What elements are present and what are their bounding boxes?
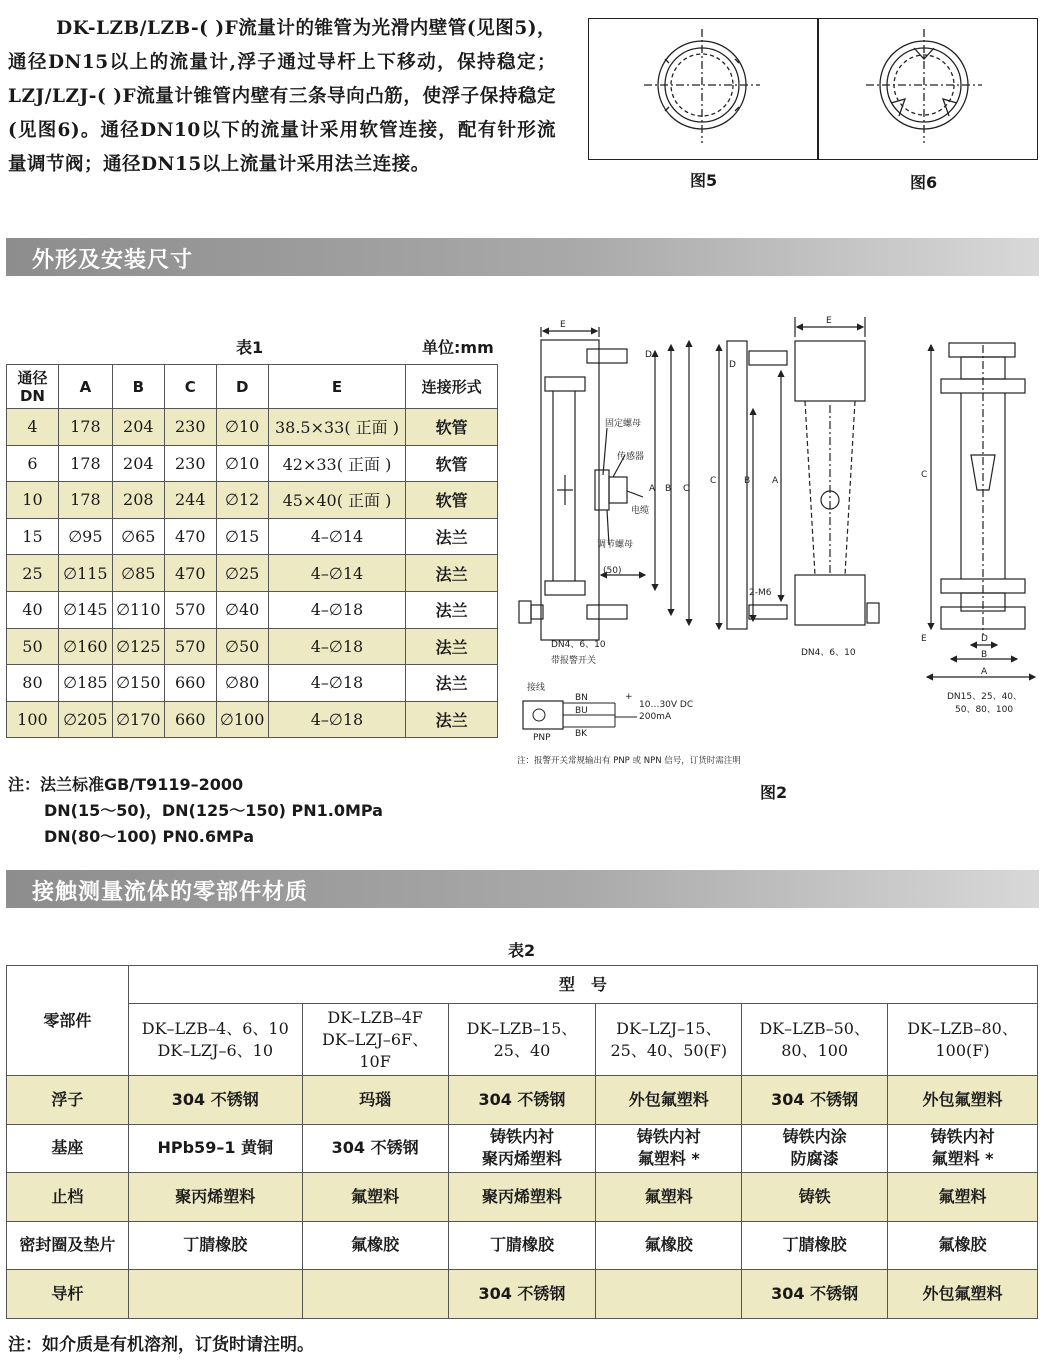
cell-line: 氟橡胶 <box>938 1235 987 1255</box>
table1-cell: 法兰 <box>406 665 498 702</box>
cell-line: 氟塑料 <box>644 1186 693 1206</box>
cell-line: 聚丙烯塑料 <box>481 1149 562 1169</box>
table1-cell: 230 <box>164 409 216 446</box>
cell-line: 304 不锈钢 <box>331 1138 419 1158</box>
table2-part-name: 止档 <box>7 1173 129 1222</box>
table1-header-row <box>7 365 498 409</box>
note1-line3: DN(80～100) PN0.6MPa <box>44 827 255 846</box>
cell-line: 氟塑料 * <box>931 1149 994 1169</box>
label-dim-50: (50) <box>603 566 622 576</box>
label-A-3: A <box>981 667 988 677</box>
table2-cell <box>742 1173 888 1222</box>
table1-cell: 15 <box>7 518 59 555</box>
table2-part-name: 密封圈及垫片 <box>7 1221 129 1270</box>
table1-cell: 25 <box>7 555 59 592</box>
figure-5-tube-section <box>644 29 760 143</box>
model-line: DK–LZB–80、 <box>907 1018 1018 1038</box>
figure-5-6-drawing <box>589 19 1039 161</box>
table2-model-cell <box>888 1004 1038 1076</box>
table1-cell: 178 <box>58 409 112 446</box>
table2-model-cell <box>596 1004 742 1076</box>
table2-model-cell <box>302 1004 448 1076</box>
table-row <box>7 1173 1038 1222</box>
table1-cell: 法兰 <box>406 701 498 738</box>
figure-2-caption: 图2 <box>760 783 788 802</box>
cell-line: 丁腈橡胶 <box>489 1235 554 1255</box>
label-D-3: D <box>981 634 988 644</box>
table1-body <box>7 409 498 738</box>
model-line: 25、40 <box>493 1040 551 1060</box>
note1-line1: 注：法兰标准GB/T9119–2000 <box>8 775 244 794</box>
table-row <box>7 482 498 519</box>
table1-cell: ∅12 <box>216 482 268 519</box>
label-B-1: B <box>665 484 672 494</box>
meter-large <box>927 343 1035 677</box>
table2-cell <box>888 1221 1038 1270</box>
table1-cell: 244 <box>164 482 216 519</box>
table-row <box>7 409 498 446</box>
table1-cell: ∅10 <box>216 445 268 482</box>
table1-cell: 软管 <box>406 409 498 446</box>
label-voltage: 10…30V DC <box>639 700 694 710</box>
table2-cell <box>596 1221 742 1270</box>
table2-cell <box>596 1270 742 1319</box>
intro-text: DK-LZB/LZB-( )F流量计的锥管为光滑内壁管(见图5)，通径DN15以上的流量计,浮子通过导杆上下移动，保持稳定；LZJ/LZJ-( )F流量计锥管内壁有三条导向凸筋，使浮子保持稳定(见图6)。通径DN10以下的流量计采用软管连接，配有针形流量调节阀；通径DN15以上流量计采用法兰连接。 <box>8 18 556 175</box>
table1-caption: 表1 <box>236 338 264 357</box>
table1-cell: ∅50 <box>216 628 268 665</box>
table1-cell: 4–∅14 <box>268 518 406 555</box>
model-line: DK–LZB–4F <box>327 1007 423 1027</box>
table1-cell: 42×33( 正面 ) <box>268 445 406 482</box>
table1-cell: 660 <box>164 665 216 702</box>
label-plus: + <box>625 692 633 702</box>
table1-cell: 4–∅18 <box>268 665 406 702</box>
table1-header-6: 连接形式 <box>406 365 498 409</box>
cell-line: 铸铁内衬 <box>489 1127 554 1147</box>
table2-cell <box>742 1124 888 1173</box>
table2-models-row <box>7 1004 1038 1076</box>
materials-table <box>6 965 1038 1319</box>
table1-cell: 40 <box>7 591 59 628</box>
table2-cell <box>888 1076 1038 1125</box>
section-title-dimensions: 外形及安装尺寸 <box>32 248 194 273</box>
cell-line: 聚丙烯塑料 <box>481 1186 562 1206</box>
table-row <box>7 628 498 665</box>
table1-header-5: E <box>268 365 406 409</box>
table1-cell: ∅40 <box>216 591 268 628</box>
label-dn-small-2: DN4、6、10 <box>801 648 856 658</box>
label-C-3: C <box>921 470 928 480</box>
table1-cell: ∅95 <box>58 518 112 555</box>
section-title-materials: 接触测量流体的零部件材质 <box>32 880 309 905</box>
table1-cell: 6 <box>7 445 59 482</box>
section-banner-materials <box>6 870 1039 908</box>
table-row <box>7 665 498 702</box>
table1-cell: 10 <box>7 482 59 519</box>
table1-cell: 45×40( 正面 ) <box>268 482 406 519</box>
table1-cell: 4 <box>7 409 59 446</box>
cell-line: 外包氟塑料 <box>922 1283 1003 1303</box>
label-bn: BN <box>575 693 588 703</box>
table2-part-name: 浮子 <box>7 1076 129 1125</box>
table1-cell: 法兰 <box>406 591 498 628</box>
table2-cell <box>888 1173 1038 1222</box>
table2-cell <box>596 1124 742 1173</box>
model-line: DK–LZB–15、 <box>466 1018 578 1038</box>
table1-cell: ∅85 <box>112 555 164 592</box>
table1-cell: ∅15 <box>216 518 268 555</box>
table1-cell: ∅25 <box>216 555 268 592</box>
intro-paragraph <box>8 12 556 182</box>
table-row <box>7 1270 1038 1319</box>
cell-line: 铸铁内涂 <box>782 1127 847 1147</box>
table2-cell <box>596 1173 742 1222</box>
table2-cell <box>448 1270 596 1319</box>
table2-cell <box>128 1270 302 1319</box>
model-line: DK–LZJ–6F、 <box>321 1029 429 1049</box>
dimensions-table <box>6 364 498 738</box>
table2-cell <box>302 1270 448 1319</box>
model-line: 100(F) <box>935 1040 990 1060</box>
table1-cell: 570 <box>164 628 216 665</box>
table1-cell: 100 <box>7 701 59 738</box>
cell-line: 304 不锈钢 <box>771 1283 859 1303</box>
label-fixed-nut: 固定螺母 <box>605 419 642 429</box>
label-B-2: B <box>744 476 751 486</box>
cell-line: 304 不锈钢 <box>478 1283 566 1303</box>
table1-cell: 4–∅18 <box>268 628 406 665</box>
cell-line: 丁腈橡胶 <box>183 1235 248 1255</box>
label-A-2: A <box>772 476 779 486</box>
table1-header-1: A <box>58 365 112 409</box>
cell-line: 丁腈橡胶 <box>782 1235 847 1255</box>
label-m6: 2-M6 <box>749 588 772 598</box>
table1-header-0: 通径 DN <box>7 365 59 409</box>
table2-part-name: 导杆 <box>7 1270 129 1319</box>
table2-model-cell <box>742 1004 888 1076</box>
table2-cell <box>742 1221 888 1270</box>
table-row <box>7 591 498 628</box>
table1-cell: 4–∅18 <box>268 591 406 628</box>
table1-cell: 法兰 <box>406 518 498 555</box>
table1-cell: 软管 <box>406 482 498 519</box>
table1-cell: 230 <box>164 445 216 482</box>
table2-cell <box>302 1173 448 1222</box>
label-E-3: E <box>921 634 927 644</box>
table2-cell <box>596 1076 742 1125</box>
label-alarm-switch: 带报警开关 <box>551 656 597 666</box>
table-row <box>7 445 498 482</box>
table2-cell <box>448 1221 596 1270</box>
table1-cell: ∅100 <box>216 701 268 738</box>
cell-line: 玛瑙 <box>359 1089 392 1109</box>
figure-2-labels <box>551 316 1022 715</box>
table2-part-name: 基座 <box>7 1124 129 1173</box>
table2-cell <box>742 1270 888 1319</box>
model-line: 80、100 <box>781 1040 849 1060</box>
table1-cell: ∅145 <box>58 591 112 628</box>
table2-cell <box>888 1124 1038 1173</box>
table1-cell: ∅65 <box>112 518 164 555</box>
table1-header-3: C <box>164 365 216 409</box>
table-row <box>7 1124 1038 1173</box>
figure-5-caption: 图5 <box>690 171 718 190</box>
wiring-diagram <box>517 681 741 766</box>
label-dn-large-1: DN15、25、40、 <box>947 692 1023 702</box>
table2-caption: 表2 <box>508 941 536 960</box>
table1-cell: ∅185 <box>58 665 112 702</box>
table2-part-header: 零部件 <box>7 966 129 1076</box>
label-D-1: D <box>645 350 652 360</box>
table-row <box>7 1221 1038 1270</box>
table1-cell: ∅160 <box>58 628 112 665</box>
table1-cell: 204 <box>112 409 164 446</box>
table1-cell: 38.5×33( 正面 ) <box>268 409 406 446</box>
cell-line: 外包氟塑料 <box>628 1089 709 1109</box>
solvent-note: 注：如介质是有机溶剂，订货时请注明。 <box>8 1335 314 1355</box>
label-dn-small-1: DN4、6、10 <box>551 640 606 650</box>
label-dn-large-2: 50、80、100 <box>955 705 1014 715</box>
table-row <box>7 1076 1038 1125</box>
label-E-2: E <box>826 316 832 326</box>
table-row <box>7 518 498 555</box>
cell-line: 304 不锈钢 <box>171 1089 259 1109</box>
table1-header-2: B <box>112 365 164 409</box>
table1-cell: 50 <box>7 628 59 665</box>
table1-cell: ∅125 <box>112 628 164 665</box>
table1-cell: 软管 <box>406 445 498 482</box>
label-wiring: 接线 <box>527 683 546 693</box>
cell-line: 氟橡胶 <box>351 1235 400 1255</box>
model-line: DK–LZJ–6、10 <box>157 1040 273 1060</box>
model-line: DK–LZB–50、 <box>759 1018 870 1038</box>
table2-cell <box>448 1124 596 1173</box>
table1-cell: 4–∅14 <box>268 555 406 592</box>
cell-line: 外包氟塑料 <box>922 1089 1003 1109</box>
label-cable: 电缆 <box>631 506 650 516</box>
table1-cell: ∅205 <box>58 701 112 738</box>
table2-model-cell <box>128 1004 302 1076</box>
figure-5-6-box <box>588 18 1038 160</box>
table2-cell <box>888 1270 1038 1319</box>
meter-small-alarm <box>519 327 689 640</box>
figure-6-caption: 图6 <box>910 173 938 192</box>
table1-cell: 470 <box>164 555 216 592</box>
table1-cell: ∅110 <box>112 591 164 628</box>
table2-cell <box>128 1124 302 1173</box>
table2-cell <box>448 1076 596 1125</box>
table1-cell: 178 <box>58 445 112 482</box>
cell-line: 铸铁内衬 <box>636 1127 701 1147</box>
label-C-1: C <box>683 484 690 494</box>
label-current: 200mA <box>639 712 672 722</box>
label-bk: BK <box>575 729 588 739</box>
meter-small <box>719 317 879 629</box>
table1-cell: ∅80 <box>216 665 268 702</box>
label-B-3: B <box>981 650 988 660</box>
table2-cell <box>302 1124 448 1173</box>
table2-model-header: 型 号 <box>128 966 1037 1004</box>
table1-cell: 法兰 <box>406 628 498 665</box>
table1-cell: 4–∅18 <box>268 701 406 738</box>
figure-6-tube-section <box>866 29 982 143</box>
label-alarm-note: 注：报警开关常规输出有 PNP 或 NPN 信号，订货时需注明 <box>517 756 741 766</box>
table2-cell <box>302 1076 448 1125</box>
model-line: 25、40、50(F) <box>610 1040 728 1060</box>
cell-line: 氟塑料 <box>351 1186 400 1206</box>
table1-cell: 法兰 <box>406 555 498 592</box>
table1-cell: 80 <box>7 665 59 702</box>
table2-cell <box>128 1173 302 1222</box>
cell-line: 铸铁内衬 <box>930 1127 995 1147</box>
table-row <box>7 555 498 592</box>
table1-cell: ∅115 <box>58 555 112 592</box>
flange-standard-note <box>8 772 383 850</box>
table2-body <box>7 966 1038 1319</box>
table1-cell: 208 <box>112 482 164 519</box>
table1-header-4: D <box>216 365 268 409</box>
label-A-1: A <box>649 484 656 494</box>
cell-line: 304 不锈钢 <box>478 1089 566 1109</box>
cell-line: 氟塑料 * <box>637 1149 700 1169</box>
table1-cell: 470 <box>164 518 216 555</box>
model-line: DK–LZJ–15、 <box>616 1018 722 1038</box>
cell-line: 铸铁 <box>798 1186 831 1206</box>
cell-line: 防腐漆 <box>790 1149 839 1169</box>
model-line: 10F <box>359 1051 391 1071</box>
table1-cell: 570 <box>164 591 216 628</box>
table-row <box>7 701 498 738</box>
table2-model-cell <box>448 1004 596 1076</box>
figure-2-drawing <box>505 305 1040 805</box>
table1-cell: ∅10 <box>216 409 268 446</box>
model-line: DK–LZB–4、6、10 <box>141 1018 289 1038</box>
table2-cell <box>128 1076 302 1125</box>
label-adjust-nut: 调节螺母 <box>597 540 634 550</box>
table1-cell: ∅170 <box>112 701 164 738</box>
table2-header-row <box>7 966 1038 1004</box>
table1-cell: ∅150 <box>112 665 164 702</box>
label-sensor: 传感器 <box>617 452 645 462</box>
cell-line: 304 不锈钢 <box>771 1089 859 1109</box>
label-C-2: C <box>710 476 717 486</box>
label-E-1: E <box>560 320 566 330</box>
label-bu: BU <box>575 706 588 716</box>
table2-cell <box>448 1173 596 1222</box>
section-banner-dimensions <box>6 238 1039 276</box>
table2-cell <box>128 1221 302 1270</box>
table1-unit: 单位:mm <box>422 338 494 357</box>
table1-cell: 660 <box>164 701 216 738</box>
table2-cell <box>742 1076 888 1125</box>
label-pnp: PNP <box>533 733 551 743</box>
note1-line2: DN(15～50)，DN(125～150) PN1.0MPa <box>44 801 383 820</box>
table1-cell: 178 <box>58 482 112 519</box>
table2-cell <box>302 1221 448 1270</box>
cell-line: HPb59–1 黄铜 <box>157 1138 274 1158</box>
cell-line: 聚丙烯塑料 <box>175 1186 256 1206</box>
cell-line: 氟塑料 <box>938 1186 987 1206</box>
label-D-2: D <box>729 360 736 370</box>
cell-line: 氟橡胶 <box>644 1235 693 1255</box>
table1-cell: 204 <box>112 445 164 482</box>
